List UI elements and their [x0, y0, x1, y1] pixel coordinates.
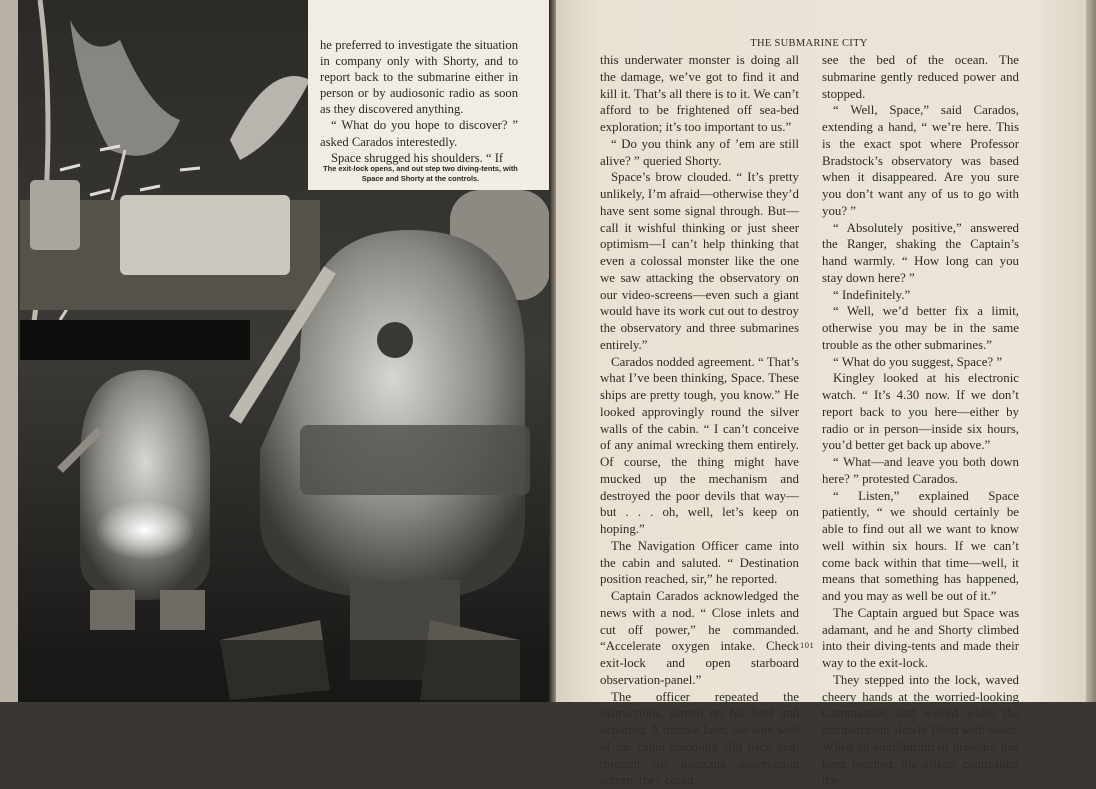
paragraph: this underwater monster is doing all the damage, we’ve got to find it and kill it. That’s all there is to it. We can’t afford to be frightened off sea-bed exploration; it’s too important to us.”	[600, 52, 799, 136]
paragraph: see the bed of the ocean. The submarine gently reduced power and stopped.	[822, 52, 1019, 102]
illustration-page	[0, 0, 552, 702]
paragraph: “ Well, we’d better fix a limit, otherwise you may be in the same trouble as the other submarines.”	[822, 303, 1019, 353]
inset-paragraph: he preferred to investigate the situation in company only with Shorty, and to report back to the submarine either in person or by audiosonic radio as soon as they discovered anything.	[320, 37, 518, 117]
inset-paragraph: Space shrugged his shoulders. “ If	[320, 150, 518, 166]
illustration-caption: The exit-lock opens, and out step two diving-tents, with Space and Shorty at the controls.	[318, 164, 523, 184]
paragraph: Kingley looked at his electronic watch. “ It’s 4.30 now. If we don’t report back to you here—either by radio or in person—inside six hours, you’d better get back up above.”	[822, 370, 1019, 454]
inset-text	[320, 37, 518, 166]
paragraph: The officer repeated the instructions, turned on his heel and departed. A minute later, the side wall of the cabin smoothly slid back and, through the quartzite observation screen, they could	[600, 689, 799, 789]
page-margin	[0, 0, 18, 702]
paragraph: Carados nodded agreement. “ That’s what I’ve been thinking, Space. These ships are pretty tough, you know.” He looked approvingly round the silver walls of the cabin. “ I can’t conceive of any animal wrecking them entirely. Of course, the thing might have mucked up the mechanism and destroyed the poor devils that way—but . . . oh, well, let’s keep on hoping.”	[600, 354, 799, 538]
paragraph: “ What do you suggest, Space? ”	[822, 354, 1019, 371]
page-number: 101	[800, 640, 814, 650]
page-edge	[1086, 0, 1096, 702]
paragraph: “ What—and leave you both down here? ” protested Carados.	[822, 454, 1019, 488]
small-diving-tent	[80, 370, 210, 630]
text-column-1	[600, 52, 799, 789]
inset-paragraph: “ What do you hope to discover? ” asked Carados interestedly.	[320, 117, 518, 149]
paragraph: Space’s brow clouded. “ It’s pretty unlikely, I’m afraid—otherwise they’d have sent some signal through. But—call it wishful thinking or just sheer optimism—I can’t help thinking that even a colossal monster like the one we saw attacking the observatory on our video-screens—even such a giant would have its work cut out to destroy the observatory and three submarines entirely.”	[600, 169, 799, 353]
paragraph: They stepped into the lock, waved cheery hands at the worried-looking Commander, and waited while the compartment slowly filled with water. When an equilibrium of pressure had been reached, the officer controlling the	[822, 672, 1019, 789]
paragraph: “ Well, Space,” said Carados, extending a hand, “ we’re here. This is the exact spot where Professor Bradstock’s observatory was based when it disappeared. Are you sure you don’t want any of us to go with you? ”	[822, 102, 1019, 219]
paragraph: “ Absolutely positive,” answered the Ranger, shaking the Captain’s hand warmly. “ How long can you stay down here? ”	[822, 220, 1019, 287]
text-inset	[308, 0, 551, 190]
paragraph: “ Indefinitely.”	[822, 287, 1019, 304]
running-header: THE SUBMARINE CITY	[600, 38, 1018, 49]
paragraph: The Navigation Officer came into the cabin and saluted. “ Destination position reached, sir,” he reported.	[600, 538, 799, 588]
text-column-2	[822, 52, 1019, 789]
paragraph: Captain Carados acknowledged the news with a nod. “ Close inlets and cut off power,” he commanded. “Accelerate oxygen intake. Check exit-lock and open starboard observation-panel.”	[600, 588, 799, 689]
paragraph: “ Do you think any of ’em are still alive? ” queried Shorty.	[600, 136, 799, 170]
paragraph: The Captain argued but Space was adamant, and he and Shorty climbed into their diving-tents and made their way to the exit-lock.	[822, 605, 1019, 672]
paragraph: “ Listen,” explained Space patiently, “ we should certainly be able to find out all we want to know well within six hours. If we can’t come back within that time—well, it means that something has happened, and you may as well be out of it.”	[822, 488, 1019, 605]
